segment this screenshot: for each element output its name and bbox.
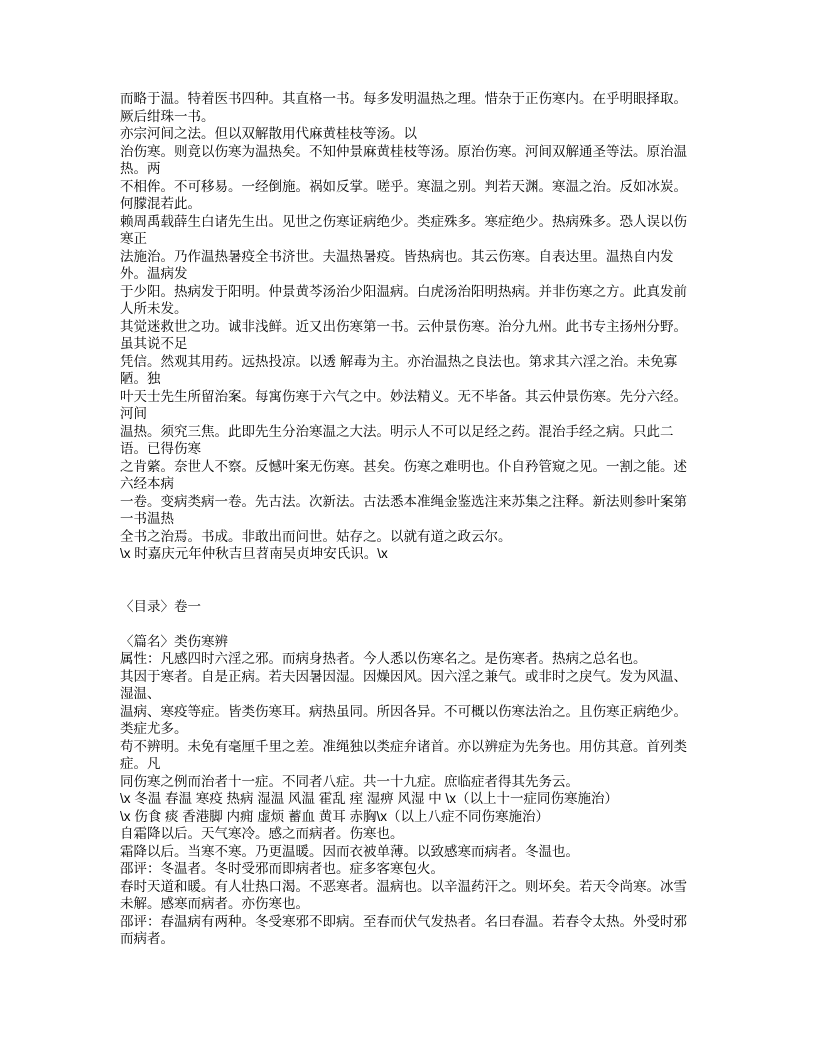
text-line: \x 时嘉庆元年仲秋吉旦苕南吴贞坤安氏识。\x xyxy=(120,546,388,561)
text-line: 而略于温。特着医书四种。其直格一书。每多发明温热之理。惜杂于正伤寒内。在乎明眼择取。厥后绀珠一书。 xyxy=(120,91,687,124)
text-line: 一卷。变病类病一卷。先古法。次新法。古法悉本准绳金鉴选注来苏集之注释。新法则参叶案第一书温热 xyxy=(120,493,687,526)
text-line: 苟不辨明。未免有毫厘千里之差。准绳独以类症弁诸首。亦以辨症为先务也。用仿其意。首列类症。凡 xyxy=(120,738,687,771)
text-line: 治伤寒。则竟以伤寒为温热矣。不知仲景麻黄桂枝等汤。原治伤寒。河间双解通圣等法。原治温热。两 xyxy=(120,143,687,176)
text-line: 于少阳。热病发于阳明。仲景黄芩汤治少阳温病。白虎汤治阳明热病。并非伤寒之方。此真发前人所未发。 xyxy=(120,283,687,316)
text-line: 不相侔。不可移易。一经倒施。祸如反掌。嗟乎。寒温之别。判若天渊。寒温之治。反如冰炭。何朦混若此。 xyxy=(120,178,687,211)
text-line: 邵评：冬温者。冬时受邪而即病者也。症多客寒包火。 xyxy=(120,861,444,876)
text-line: 邵评：春温病有两种。冬受寒邪不即病。至春而伏气发热者。名曰春温。若春令太热。外受时邪而病者。 xyxy=(120,913,687,946)
text-line: 全书之治焉。书成。非敢出而问世。姑存之。以就有道之政云尔。 xyxy=(120,528,512,544)
text-line: 属性：凡感四时六淫之邪。而病身热者。今人悉以伤寒名之。是伤寒者。热病之总名也。 xyxy=(120,651,647,666)
text-line: 〈目录〉卷一 xyxy=(120,598,201,614)
blank-line xyxy=(120,563,698,581)
text-line: 温病、寒疫等症。皆类伤寒耳。病热虽同。所因各异。不可概以伤寒法治之。且伤寒正病绝少。类症尤多。 xyxy=(120,703,687,736)
text-line: 温热。须究三焦。此即先生分治寒温之大法。明示人不可以足经之药。混治手经之病。只此二语。已得伤寒 xyxy=(120,423,674,456)
text-line: 之肯綮。奈世人不察。反憾叶案无伤寒。甚矣。伤寒之难明也。仆自矜管窥之见。一割之能。述六经本病 xyxy=(120,458,687,491)
text-line: 自霜降以后。天气寒冷。感之而病者。伤寒也。 xyxy=(120,826,404,841)
blank-line xyxy=(120,615,698,633)
text-line: 叶天士先生所留治案。每寓伤寒于六气之中。妙法精义。无不毕备。其云仲景伤寒。先分六经。河间 xyxy=(120,388,687,421)
text-line: 赖周禹载薛生白诸先生出。见世之伤寒证病绝少。类症殊多。寒症绝少。热病殊多。恐人误以伤寒正 xyxy=(120,213,687,246)
text-line: 同伤寒之例而治者十一症。不同者八症。共一十九症。庶临症者得其先务云。 xyxy=(120,773,579,789)
text-line: 凭信。然观其用药。远热投凉。以透 解毒为主。亦治温热之良法也。第求其六淫之治。未免寡陋。独 xyxy=(120,353,678,386)
text-line: 法施治。乃作温热暑疫全书济世。夫温热暑疫。皆热病也。其云伤寒。自表达里。温热自内发外。温病发 xyxy=(120,248,674,281)
text-line: 其觉迷救世之功。诚非浅鲜。近又出伤寒第一书。云仲景伤寒。治分九州。此书专主扬州分野。虽其说不足 xyxy=(120,318,687,351)
text-line: 其因于寒者。自是正病。若夫因暑因湿。因燥因风。因六淫之兼气。或非时之戾气。发为风温、湿温、 xyxy=(120,668,687,701)
blank-line xyxy=(120,580,698,598)
document-text xyxy=(120,90,698,948)
text-line: 亦宗河间之法。但以双解散用代麻黄桂枝等汤。以 xyxy=(120,126,417,141)
text-line: 〈篇名〉类伤寒辨 xyxy=(120,633,228,649)
text-line: \x 伤食 痰 香港脚 内痈 虚烦 蓄血 黄耳 赤胸\x（以上八症不同伤寒施治） xyxy=(120,808,550,824)
text-line: \x 冬温 春温 寒疫 热病 湿温 风温 霍乱 痓 湿痹 风湿 中 \x（以上十一症同伤寒施治） xyxy=(120,791,619,806)
text-line: 霜降以后。当寒不寒。乃更温暖。因而衣被单薄。以致感寒而病者。冬温也。 xyxy=(120,843,579,859)
text-line: 春时天道和暖。有人壮热口渴。不恶寒者。温病也。以辛温药汗之。则坏矣。若天令尚寒。冰雪未解。感寒而病者。亦伤寒也。 xyxy=(120,878,687,911)
